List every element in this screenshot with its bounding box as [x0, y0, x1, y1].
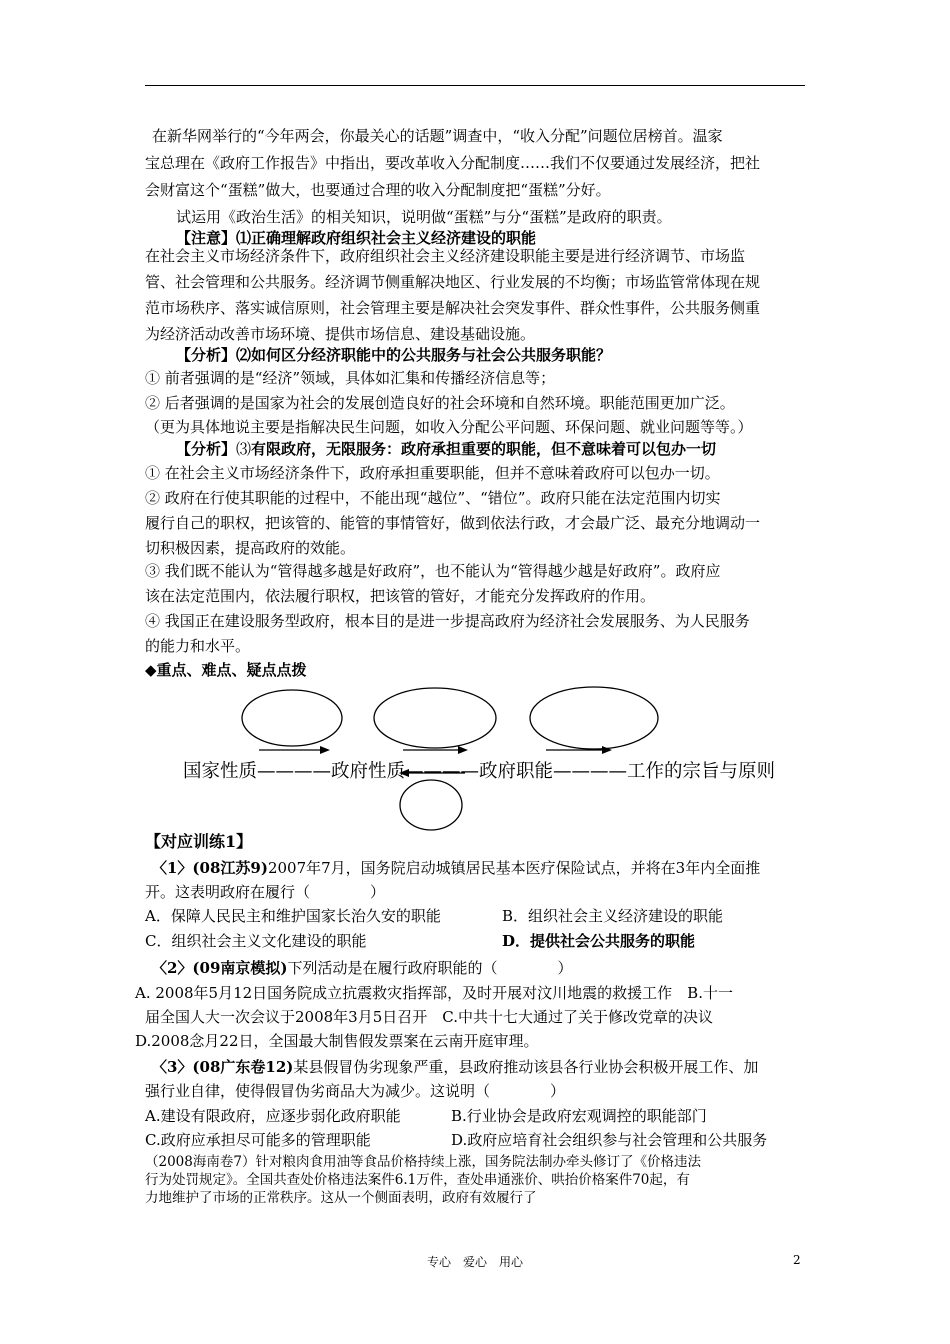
arrow-head [320, 746, 330, 754]
diagram-chain: 国家性质————政府性质————政府职能————工作的宗旨与原则 [183, 761, 776, 782]
paragraph-line: 切积极因素，提高政府的效能。 [145, 539, 356, 557]
paragraph-line: （更为具体地说主要是指解决民生问题，如收入分配公平问题、环保问题、就业问题等等。） [145, 418, 753, 436]
option-a: A.建设有限政府，应逐步弱化政府职能 [145, 1107, 401, 1125]
footer-text: 专心 爱心 用心 [426, 1255, 523, 1269]
question-line: D.2008念月22日，全国最大制售假发票案在云南开庭审理。 [135, 1032, 539, 1050]
option-d: D．提供社会公共服务的职能 [502, 932, 696, 950]
question-label: 〈3〉(08广东卷12) [152, 1058, 294, 1076]
question-stem: 某县假冒伪劣现象严重，县政府推动该县各行业协会积极开展工作、加 [293, 1058, 759, 1076]
note-heading: 【注意】⑴正确理解政府组织社会主义经济建设的职能 [176, 229, 537, 247]
analysis-heading: 【分析】⑵如何区分经济职能中的公共服务与社会公共服务职能？ [176, 346, 612, 364]
option-b: B．组织社会主义经济建设的职能 [502, 907, 724, 925]
option-c: C．组织社会主义文化建设的职能 [145, 932, 367, 950]
paragraph-line: 的能力和水平。 [145, 637, 251, 655]
paragraph-line: 试运用《政治生活》的相关知识，说明做“蛋糕”与分“蛋糕”是政府的职责。 [176, 208, 672, 226]
question-4-line: （2008海南卷7）针对粮肉食用油等食品价格持续上涨，国务院法制办牵头修订了《价格违法 [145, 1154, 701, 1170]
arrow-head [602, 746, 612, 754]
paragraph-line: 在社会主义市场经济条件下，政府组织社会主义经济建设职能主要是进行经济调节、市场监 [145, 247, 746, 265]
training-heading: 【对应训练1】 [145, 832, 253, 851]
question-1 [152, 858, 812, 878]
arrow-head [458, 746, 468, 754]
paragraph-line: 在新华网举行的“今年两会，你最关心的话题”调查中，“收入分配”问题位居榜首。温家 [152, 127, 723, 145]
option-b: B.行业协会是政府宏观调控的职能部门 [451, 1107, 707, 1125]
paragraph-line: 宝总理在《政府工作报告》中指出，要改革收入分配制度……我们不仅要通过发展经济，把社 [145, 154, 761, 172]
question-stem: 2007年7月，国务院启动城镇居民基本医疗保险试点，并将在3年内全面推 [267, 859, 761, 877]
analysis-number: ⑶ [236, 440, 252, 458]
option-a: A．保障人民民主和维护国家长治久安的职能 [145, 907, 441, 925]
question-stem: 下列活动是在履行政府职能的（ ） [287, 959, 573, 977]
question-label: 〈1〉(08江苏9) [152, 859, 268, 877]
paragraph-line: ② 后者强调的是国家为社会的发展创造良好的社会环境和自然环境。职能范围更加广泛。 [145, 394, 735, 412]
paragraph-line: ① 前者强调的是“经济”领域，具体如汇集和传播经济信息等； [145, 369, 556, 387]
paragraph-line: ② 政府在行使其职能的过程中，不能出现“越位”、“错位”。政府只能在法定范围内切实 [145, 489, 721, 507]
option-c: C.政府应承担尽可能多的管理职能 [145, 1131, 371, 1149]
page-number: 2 [793, 1253, 801, 1267]
paragraph-line: 该在法定范围内，依法履行职权，把该管的管好，才能充分发挥政府的作用。 [145, 587, 656, 605]
question-2 [152, 958, 812, 978]
question-stem-line: 强行业自律，使得假冒伪劣商品大为减少。这说明（ ） [145, 1082, 566, 1100]
question-stem-line: 开。这表明政府在履行（ ） [145, 883, 386, 901]
paragraph-line: 会财富这个“蛋糕”做大，也要通过合理的收入分配制度把“蛋糕”分好。 [145, 181, 611, 199]
paragraph-line: 管、社会管理和公共服务。经济调节侧重解决地区、行业发展的不均衡；市场监管常体现在规 [145, 273, 761, 291]
header-rule [145, 85, 805, 86]
blank-ellipse [374, 688, 496, 748]
question-3 [152, 1057, 812, 1077]
analysis-heading-text: 有限政府，无限服务：政府承担重要的职能，但不意味着可以包办一切 [251, 440, 717, 458]
paragraph-line: ③ 我们既不能认为“管得越多越是好政府”，也不能认为“管得越少越是好政府”。政府应 [145, 562, 721, 580]
question-4-line: 力地维护了市场的正常秩序。这从一个侧面表明，政府有效履行了 [145, 1190, 537, 1206]
option-d: D.政府应培育社会组织参与社会管理和公共服务 [451, 1131, 768, 1149]
paragraph-line: ④ 我国正在建设服务型政府，根本目的是进一步提高政府为经济社会发展服务、为人民服务 [145, 612, 750, 630]
paragraph-line: ① 在社会主义市场经济条件下，政府承担重要职能，但并不意味着政府可以包办一切。 [145, 464, 720, 482]
analysis-heading [176, 439, 836, 459]
paragraph-line: 范市场秩序、落实诚信原则，社会管理主要是解决社会突发事件、群众性事件，公共服务侧重 [145, 299, 761, 317]
question-line: 届全国人大一次会议于2008年3月5日召开 C.中共十七大通过了关于修改党章的决议 [145, 1008, 713, 1026]
key-points-heading: ◆重点、难点、疑点点拨 [145, 661, 307, 679]
paragraph-line: 履行自己的职权，把该管的、能管的事情管好，做到依法行政，才会最广泛、最充分地调动一 [145, 514, 761, 532]
blank-ellipse [242, 690, 342, 746]
paragraph-line: 为经济活动改善市场环境、提供市场信息、建设基础设施。 [145, 325, 536, 343]
question-label: 〈2〉(09南京模拟) [152, 959, 288, 977]
blank-ellipse [530, 687, 658, 749]
blank-ellipse [400, 780, 462, 830]
question-4-line: 行为处罚规定》。全国共查处价格违法案件6.1万件，查处串通涨价、哄抬价格案件70起，有 [145, 1172, 690, 1188]
analysis-label: 【分析】 [176, 440, 237, 458]
question-line: A. 2008年5月12日国务院成立抗震救灾指挥部，及时开展对汶川地震的救援工作 B.十一 [135, 984, 733, 1002]
